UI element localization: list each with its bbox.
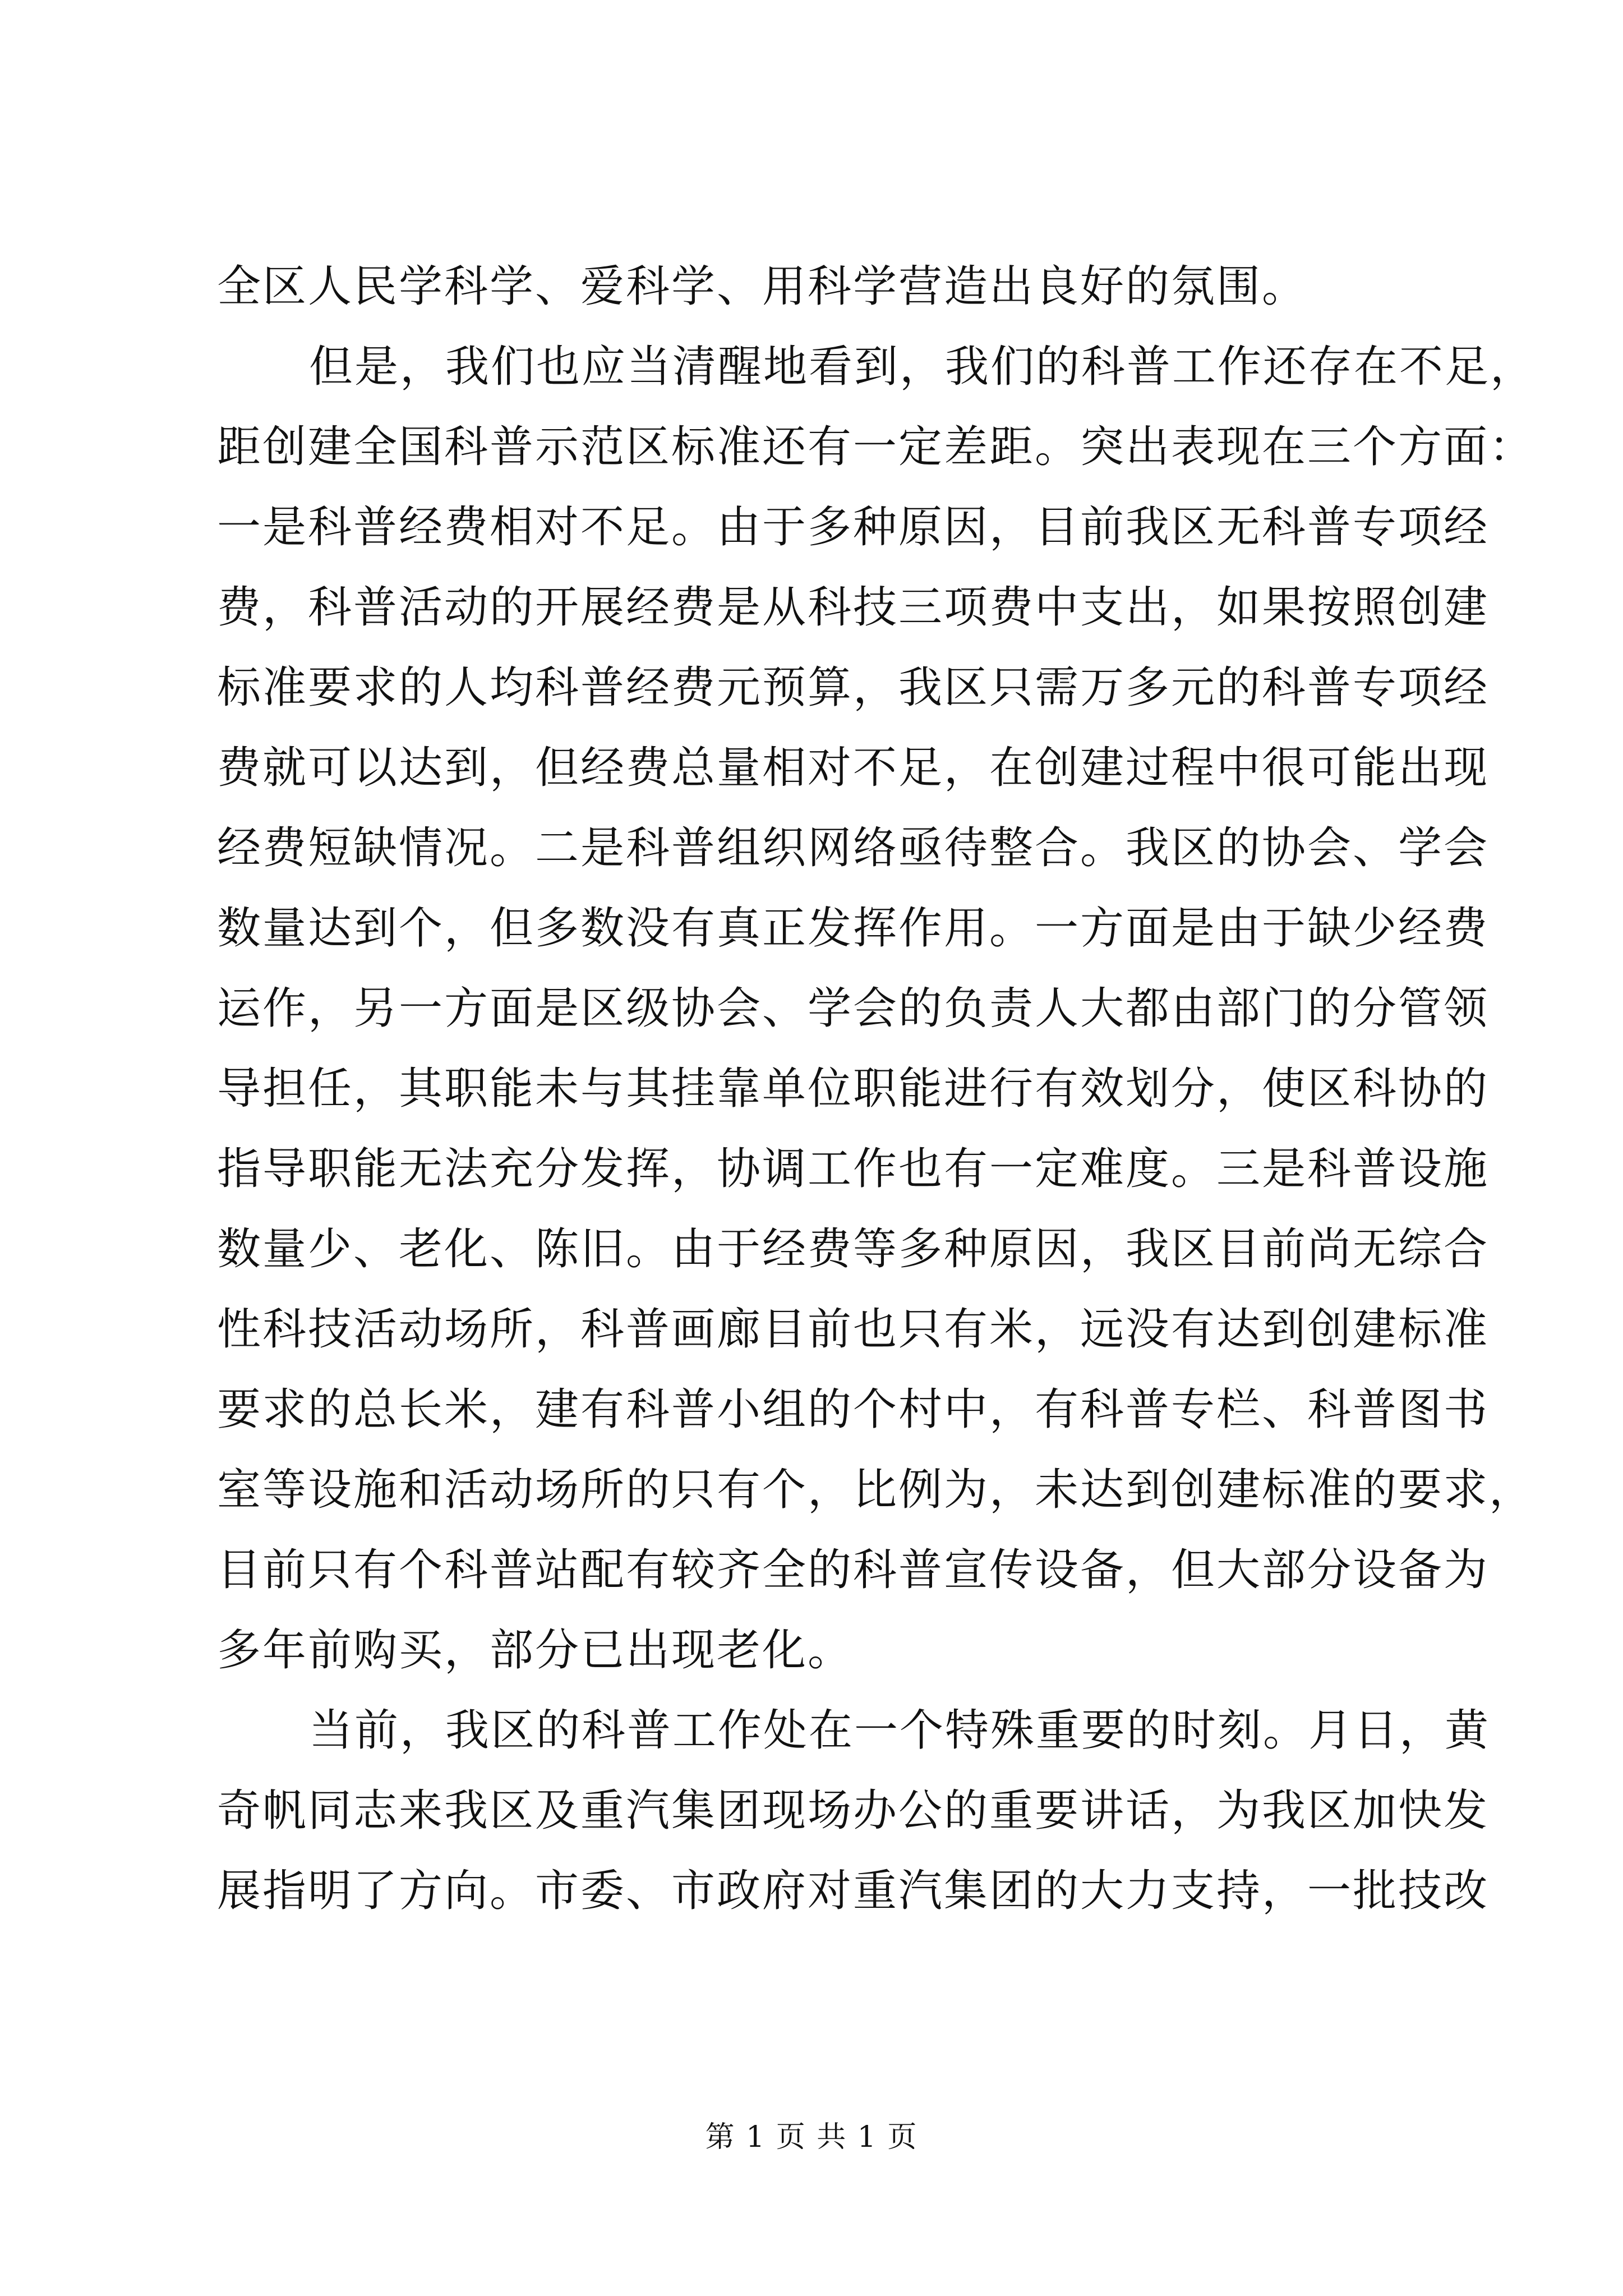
text-line: 标准要求的人均科普经费元预算，我区只需万多元的科普专项经: [217, 662, 1490, 713]
text-line: 展指明了方向。市委、市政府对重汽集团的大力支持，一批技改: [217, 1866, 1490, 1916]
text-line: 指导职能无法充分发挥，协调工作也有一定难度。三是科普设施: [217, 1144, 1490, 1194]
text-line: 要求的总长米，建有科普小组的个村中，有科普专栏、科普图书: [217, 1384, 1490, 1435]
text-line: 数量达到个，但多数没有真正发挥作用。一方面是由于缺少经费: [217, 903, 1490, 954]
text-line: 全区人民学科学、爱科学、用科学营造出良好的氛围。: [217, 261, 1308, 312]
text-line: 性科技活动场所，科普画廊目前也只有米，远没有达到创建标准: [217, 1304, 1490, 1355]
text-line: 多年前购买，部分已出现老化。: [217, 1625, 854, 1676]
document-body: [217, 247, 1536, 1931]
text-line: 运作，另一方面是区级协会、学会的负责人大都由部门的分管领: [217, 983, 1490, 1034]
text-line: 目前只有个科普站配有较齐全的科普宣传设备，但大部分设备为: [217, 1545, 1490, 1595]
paragraph-start-line: 但是，我们也应当清醒地看到，我们的科普工作还存在不足，: [309, 342, 1536, 392]
text-line: 费就可以达到，但经费总量相对不足，在创建过程中很可能出现: [217, 743, 1490, 793]
text-line: 导担任，其职能未与其挂靠单位职能进行有效划分，使区科协的: [217, 1064, 1490, 1114]
text-line: 室等设施和活动场所的只有个，比例为，未达到创建标准的要求，: [217, 1465, 1535, 1515]
page-footer: 第 1 页 共 1 页: [705, 2120, 918, 2154]
text-line: 一是科普经费相对不足。由于多种原因，目前我区无科普专项经: [217, 502, 1490, 553]
text-line: 奇帆同志来我区及重汽集团现场办公的重要讲话，为我区加快发: [217, 1786, 1490, 1836]
paragraph-start-line: 当前，我区的科普工作处在一个特殊重要的时刻。月日，黄: [309, 1705, 1491, 1756]
text-line: 数量少、老化、陈旧。由于经费等多种原因，我区目前尚无综合: [217, 1224, 1490, 1274]
text-line: 距创建全国科普示范区标准还有一定差距。突出表现在三个方面：: [217, 422, 1535, 472]
text-line: 经费短缺情况。二是科普组织网络亟待整合。我区的协会、学会: [217, 823, 1490, 873]
text-line: 费，科普活动的开展经费是从科技三项费中支出，如果按照创建: [217, 582, 1490, 633]
